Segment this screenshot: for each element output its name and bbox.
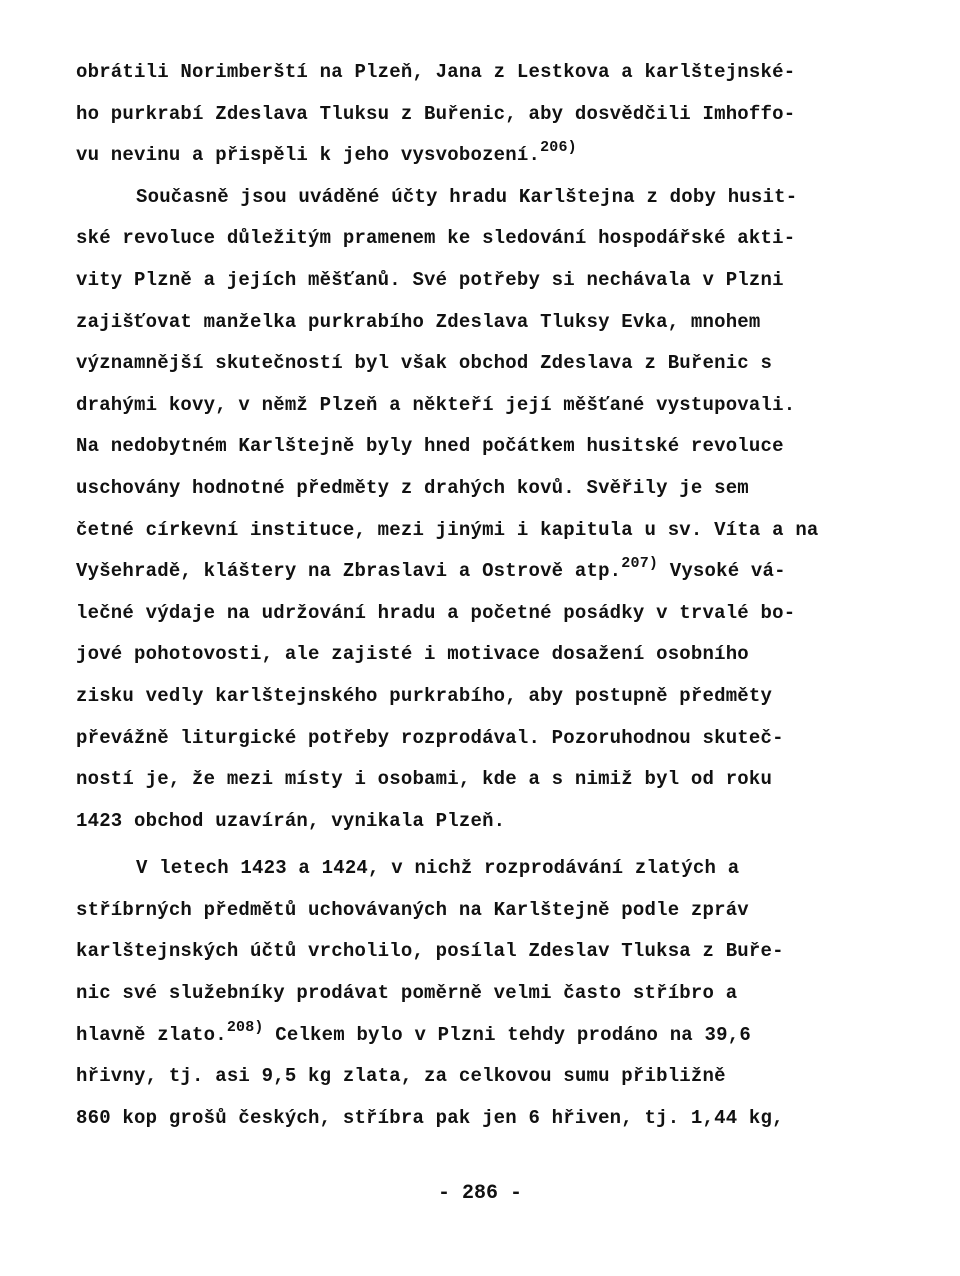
text-line: četné církevní instituce, mezi jinými i kapitula u sv. Víta a na [76,518,819,541]
text-line: 860 kop grošů českých, stříbra pak jen 6 hřiven, tj. 1,44 kg, [76,1106,784,1129]
text-line: Na nedobytném Karlštejně byly hned počátkem husitské revoluce [76,435,784,458]
text-line: vity Plzně a jejích měšťanů. Své potřeby si nechávala v Plzni [76,268,784,291]
text-line: drahými kovy, v němž Plzeň a někteří její měšťané vystupovali. [76,393,796,416]
text-line: zajišťovat manželka purkrabího Zdeslava Tluksy Evka, mnohem [76,310,761,333]
paragraph-start-line: Současně jsou uváděné účty hradu Karlštejna z doby husit- [136,185,798,208]
text-line: ho purkrabí Zdeslava Tluksu z Buřenic, aby dosvědčili Imhoffo- [76,102,796,125]
text-line: jové pohotovosti, ale zajisté i motivace dosažení osobního [76,643,749,666]
text-line: Vyšehradě, kláštery na Zbraslavi a Ostrově atp.$^{207)}$ Vysoké vá- [76,555,786,583]
text-line: hlavně zlato.$^{208)}$ Celkem bylo v Plzni tehdy prodáno na 39,6 [76,1018,751,1046]
text-line: uschovány hodnotné předměty z drahých kovů. Svěřily je sem [76,476,749,499]
body-text [76,52,876,1139]
text-line: 1423 obchod uzavírán, vynikala Plzeň. [76,809,506,832]
footnote-ref-208: 208) [226,1018,264,1036]
text-line: karlštejnských účtů vrcholilo, posílal Zdeslav Tluksa z Buře- [76,940,784,963]
text-line: hřivny, tj. asi 9,5 kg zlata, za celkovou sumu přibližně [76,1065,726,1088]
paragraph-start-line: V letech 1423 a 1424, v nichž rozprodávání zlatých a [136,857,740,880]
page-number: - 286 - [437,1182,522,1205]
text-line: vu nevinu a přispěli k jeho vysvobození.$^{206)}$ [76,139,577,167]
text-line: stříbrných předmětů uchovávaných na Karlštejně podle zpráv [76,898,749,921]
footnote-ref-206: 206) [540,139,577,157]
text-line: zisku vedly karlštejnského purkrabího, aby postupně předměty [76,684,773,707]
text-line: významnější skutečností byl však obchod Zdeslava z Buřenic s [76,352,773,375]
text-line: ské revoluce důležitým pramenem ke sledování hospodářské akti- [76,227,796,250]
text-line: nic své služebníky prodávat poměrně velmi často stříbro a [76,982,738,1005]
text-line: lečné výdaje na udržování hradu a početné posádky v trvalé bo- [76,601,796,624]
text-line: ností je, že mezi místy i osobami, kde a s nimiž byl od roku [76,768,773,791]
text-line: obrátili Norimberští na Plzeň, Jana z Lestkova a karlštejnské- [76,61,796,83]
footnote-ref-207: 207) [621,555,659,573]
text-line: převážně liturgické potřeby rozprodával. Pozoruhodnou skuteč- [76,726,784,749]
